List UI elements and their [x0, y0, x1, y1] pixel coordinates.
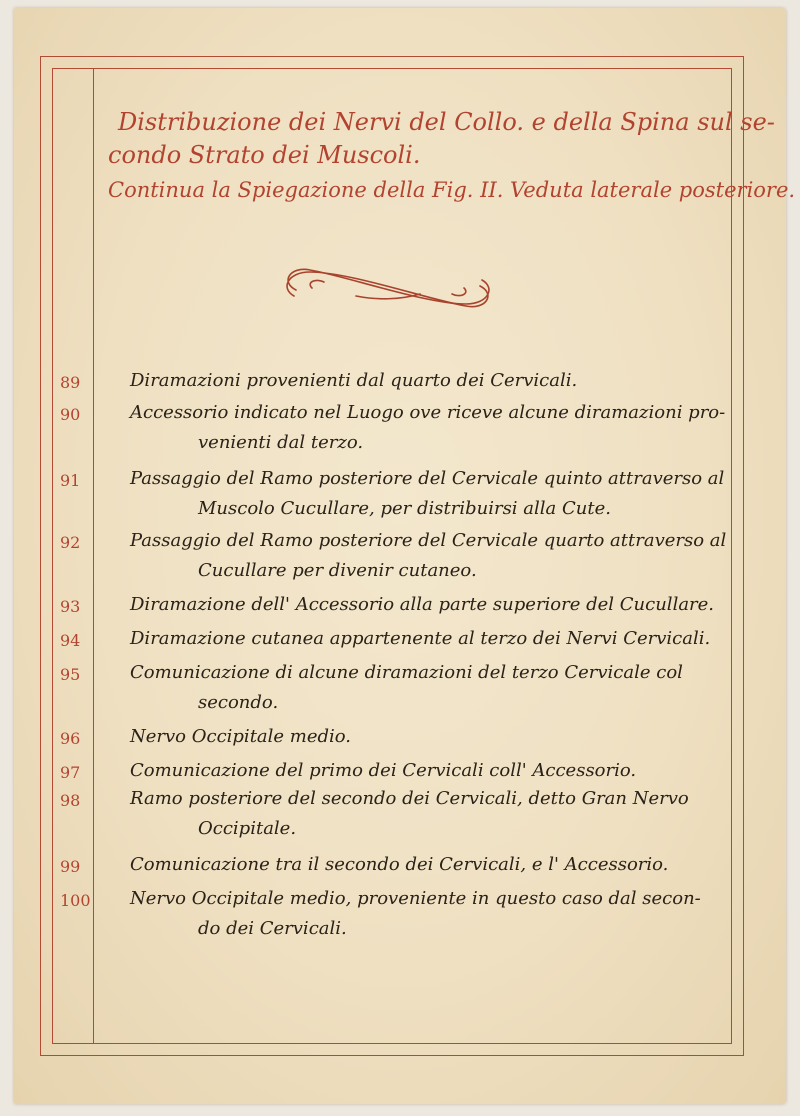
title-line-1: Distribuzione dei Nervi del Collo. e della Spina sul se- — [118, 108, 775, 136]
title-line-2: condo Strato dei Muscoli. — [108, 141, 421, 169]
title-line-3: Continua la Spiegazione della Fig. II. Veduta laterale posteriore. — [108, 178, 796, 202]
entry-text-line: Muscolo Cucullare, per distribuirsi alla Cute. — [198, 498, 611, 519]
entry-text-line: Cucullare per divenir cutaneo. — [198, 560, 477, 581]
entry-number: 89 — [60, 373, 81, 392]
entry-number: 92 — [60, 533, 81, 552]
entry-text-line: do dei Cervicali. — [198, 918, 347, 939]
entry-number: 90 — [60, 405, 81, 424]
entry-text-line: Comunicazione del primo dei Cervicali coll' Accessorio. — [130, 760, 637, 781]
entry-text-line: Diramazione cutanea appartenente al terzo dei Nervi Cervicali. — [130, 628, 711, 649]
entry-text-line: Diramazioni provenienti dal quarto dei Cervicali. — [130, 370, 578, 391]
entry-text-line: venienti dal terzo. — [198, 432, 364, 453]
entry-text-line: Passaggio del Ramo posteriore del Cervicale quinto attraverso al — [130, 468, 725, 489]
entry-number: 96 — [60, 729, 81, 748]
entry-number: 94 — [60, 631, 81, 650]
entry-number: 97 — [60, 763, 81, 782]
entry-number: 91 — [60, 471, 81, 490]
entry-text-line: Accessorio indicato nel Luogo ove riceve alcune diramazioni pro- — [130, 402, 726, 423]
entry-text-line: Occipitale. — [198, 818, 297, 839]
flourish-ornament — [276, 260, 500, 316]
entry-text-line: Nervo Occipitale medio. — [130, 726, 352, 747]
entry-number: 98 — [60, 791, 81, 810]
entry-text-line: Comunicazione di alcune diramazioni del terzo Cervicale col — [130, 662, 683, 683]
entry-text-line: Comunicazione tra il secondo dei Cervicali, e l' Accessorio. — [130, 854, 669, 875]
entry-text-line: secondo. — [198, 692, 279, 713]
entry-number: 99 — [60, 857, 81, 876]
entry-text-line: Ramo posteriore del secondo dei Cervicali, detto Gran Nervo — [130, 788, 689, 809]
entry-text-line: Diramazione dell' Accessorio alla parte superiore del Cucullare. — [130, 594, 715, 615]
entry-text-line: Nervo Occipitale medio, proveniente in questo caso dal secon- — [130, 888, 701, 909]
entry-number: 93 — [60, 597, 81, 616]
entry-text-line: Passaggio del Ramo posteriore del Cervicale quarto attraverso al — [130, 530, 727, 551]
entry-number: 100 — [60, 891, 91, 910]
entry-number: 95 — [60, 665, 81, 684]
